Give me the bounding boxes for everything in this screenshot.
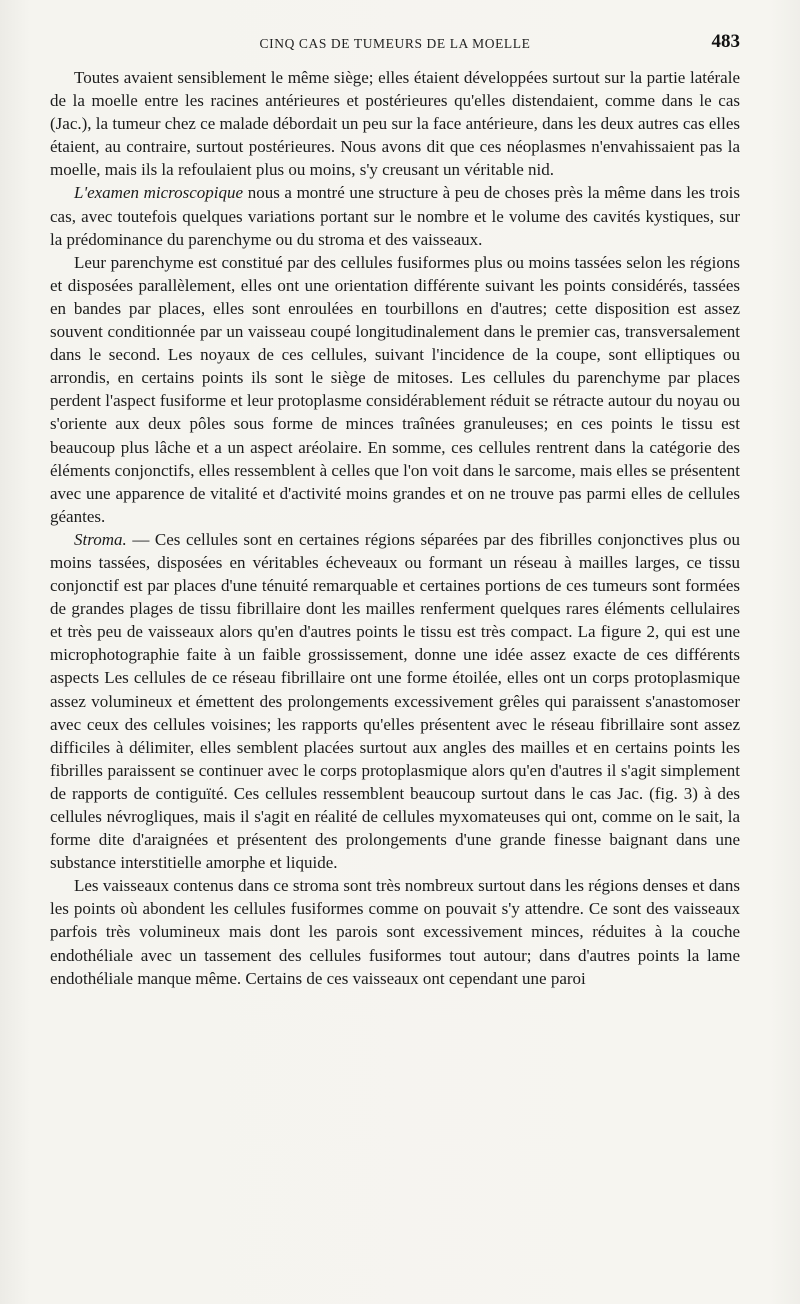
paragraph-2-text: nous a montré une structure à peu de choses près la même dans les trois cas, avec toutefois quelques variations portant sur le nombre et le volume des cavités kystiques, sur la prédominance du parenchyme ou du stroma et des vaisseaux. [50,183,740,249]
page-header [50,30,740,60]
paragraph-4 [50,528,740,874]
paragraph-5 [50,874,740,989]
paragraph-2-lead: L'examen microscopique [74,183,244,203]
page-number: 483 [711,31,740,52]
paragraph-2 [50,181,740,250]
paragraph-1-text: Toutes avaient sensiblement le même siège; elles étaient développées surtout sur la partie latérale de la moelle entre les racines antérieures et postérieures qu'elles distendaient, comme dans le cas (Jac.), la tumeur chez ce malade débordait un peu sur la face antérieure, dans les deux autres cas elles étaient, au contraire, surtout postérieures. Nous avons dit que ces néoplasmes n'envahissaient pas la moelle, mais ils la refoulaient plus ou moins, s'y creusant un véritable nid. [50,68,740,180]
paragraph-5-text: Les vaisseaux contenus dans ce stroma sont très nombreux surtout dans les régions denses et dans les points où abondent les cellules fusiformes comme on pouvait s'y attendre. Ce sont des vaisseaux parfois très volumineux mais dont les parois sont excessivement minces, réduites à la couche endothéliale avec un tassement des cellules fusiformes tout autour; dans d'autres points la lame endothéliale manque même. Certains de ces vaisseaux ont cependant une paroi [50,876,740,988]
paragraph-3-text: Leur parenchyme est constitué par des cellules fusiformes plus ou moins tassées selon les régions et disposées parallèlement, elles ont une orientation différente suivant les points considérés, tassées en bandes par places, elles sont enroulées en tourbillons en d'autres; cette disposition est assez souvent conditionnée par un vaisseau coupé longitudinalement dans le premier cas, transversalement dans le second. Les noyaux de ces cellules, suivant l'incidence de la coupe, sont elliptiques ou arrondis, en certains points ils sont le siège de mitoses. Les cellules du parenchyme par places perdent l'aspect fusiforme et leur protoplasme considérablement réduit se rétracte autour du noyau ou s'oriente aux deux pôles sous forme de minces traînées granuleuses; en ces points le tissu est beaucoup plus lâche et a un aspect aréolaire. En somme, ces cellules rentrent dans la catégorie des éléments conjonctifs, elles ressemblent à celles que l'on voit dans le sarcome, mais elles se présentent avec une apparence de vitalité et d'activité moins grandes et on ne trouve pas parmi elles de cellules géantes. [50,252,740,526]
paragraph-1 [50,66,740,181]
running-title: CINQ CAS DE TUMEURS DE LA MOELLE [259,36,531,51]
body-text [50,66,740,990]
paragraph-3 [50,251,740,528]
paragraph-4-lead: Stroma. [74,529,127,549]
paragraph-4-text: — Ces cellules sont en certaines régions séparées par des fibrilles conjonctives plus ou moins tassées, disposées en véritables écheveaux ou formant un réseau à mailles larges, ce tissu conjonctif est par places d'une ténuité remarquable et certaines portions de ces tumeurs sont formées de grandes plages de tissu fibrillaire dont les mailles renferment quelques rares éléments cellulaires et très peu de vaisseaux alors qu'en d'autres points le tissu est très compact. La figure 2, qui est une microphotographie faite à un faible grossissement, donne une idée assez exacte de ces différents aspects Les cellules de ce réseau fibrillaire ont une forme étoilée, elles ont un corps protoplasmique assez volumineux et émettent des prolongements excessivement grêles qui paraissent s'anastomoser avec ceux des cellules voisines; les rapports qu'elles présentent avec le réseau fibrillaire sont assez difficiles à délimiter, elles semblent placées surtout aux angles des mailles et en certains points les fibrilles paraissent se continuer avec le corps protoplasmique alors qu'en d'autres il s'agit simplement de rapports de contiguïté. Ces cellules ressemblent beaucoup surtout dans le cas Jac. (fig. 3) à des cellules névrogliques, mais il s'agit en réalité de cellules myxomateuses qui ont, comme on le sait, la forme dite d'araignées et présentent des prolongements d'une grande finesse baignant dans une substance interstitielle amorphe et liquide. [50,529,740,873]
